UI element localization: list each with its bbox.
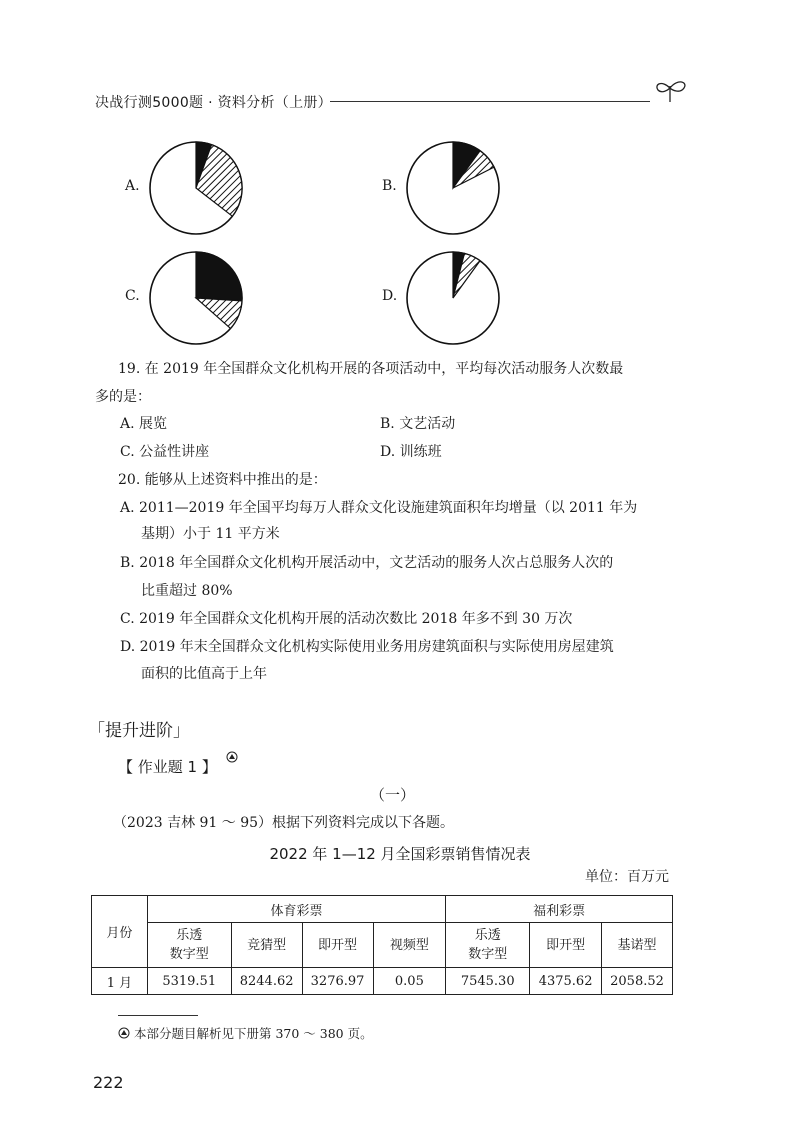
q20-option-c: C. 2019 年全国群众文化机构开展的活动次数比 2018 年多不到 30 万次 bbox=[120, 611, 573, 627]
pie-chart-d bbox=[405, 250, 501, 346]
table-title: 2022 年 1—12 月全国彩票销售情况表 bbox=[269, 845, 531, 863]
table-unit: 单位：百万元 bbox=[585, 869, 669, 885]
option-label-c: C. bbox=[125, 288, 140, 304]
table-row bbox=[92, 968, 673, 995]
header-rule bbox=[330, 101, 650, 102]
part-label: （一） bbox=[370, 786, 416, 804]
q19-stem-line1: 19. 在 2019 年全国群众文化机构开展的各项活动中，平均每次活动服务人次数最 bbox=[118, 361, 624, 377]
q19-option-a: A. 展览 bbox=[120, 416, 168, 432]
table-cell: 5319.51 bbox=[147, 968, 231, 995]
q20-option-d-line1: D. 2019 年末全国群众文化机构实际使用业务用房建筑面积与实际使用房屋建筑 bbox=[120, 639, 614, 655]
subheader: 即开型 bbox=[530, 923, 602, 968]
table-cell: 1 月 bbox=[92, 968, 148, 995]
table-cell: 0.05 bbox=[373, 968, 446, 995]
section-intro: （2023 吉林 91 ～ 95）根据下列资料完成以下各题。 bbox=[113, 815, 455, 831]
subheader: 乐透 数字型 bbox=[446, 923, 530, 968]
q19-option-c: C. 公益性讲座 bbox=[120, 444, 210, 460]
table-cell: 8244.62 bbox=[231, 968, 302, 995]
subheader: 乐透 数字型 bbox=[147, 923, 231, 968]
table-cell: 3276.97 bbox=[302, 968, 373, 995]
table-cell: 7545.30 bbox=[446, 968, 530, 995]
q19-option-b: B. 文艺活动 bbox=[380, 416, 456, 432]
pie-chart-c bbox=[148, 250, 244, 346]
table-cell: 4375.62 bbox=[530, 968, 602, 995]
header-group-welfare: 福利彩票 bbox=[446, 896, 673, 923]
q20-option-b-line1: B. 2018 年全国群众文化机构开展活动中，文艺活动的服务人次占总服务人次的 bbox=[120, 555, 614, 571]
q19-option-d: D. 训练班 bbox=[380, 444, 442, 460]
q20-option-a-line1: A. 2011—2019 年全国平均每万人群众文化设施建筑面积年均增量（以 2011 年为 bbox=[120, 500, 638, 516]
pie-chart-a bbox=[148, 140, 244, 236]
subheader: 基诺型 bbox=[602, 923, 673, 968]
lottery-sales-table bbox=[91, 895, 673, 995]
header-month: 月份 bbox=[92, 896, 148, 968]
footnote-text: 本部分题目解析见下册第 370 ～ 380 页。 bbox=[133, 1026, 373, 1041]
option-label-a: A. bbox=[125, 178, 140, 194]
footnote-marker-icon bbox=[118, 1027, 130, 1039]
option-label-b: B. bbox=[382, 178, 397, 194]
pie-chart-b bbox=[405, 140, 501, 236]
page-number: 222 bbox=[93, 1073, 124, 1092]
footnote-rule bbox=[118, 1015, 198, 1016]
q20-option-a-line2: 基期）小于 11 平方米 bbox=[141, 526, 280, 542]
homework-title: 【 作业题 1 】 bbox=[118, 758, 217, 776]
sprout-icon bbox=[650, 76, 690, 104]
q19-stem-line2: 多的是： bbox=[95, 389, 151, 405]
option-label-d: D. bbox=[382, 288, 398, 304]
subheader: 即开型 bbox=[302, 923, 373, 968]
subheader: 视频型 bbox=[373, 923, 446, 968]
footnote bbox=[118, 1024, 373, 1042]
footnote-marker-icon bbox=[226, 751, 238, 763]
section-title: 「提升进阶」 bbox=[88, 721, 190, 741]
pie-slice-solid bbox=[196, 252, 242, 301]
q20-option-d-line2: 面积的比值高于上年 bbox=[141, 666, 267, 682]
subheader: 竞猜型 bbox=[231, 923, 302, 968]
running-header-title: 决战行测5000题 · 资料分析（上册） bbox=[95, 95, 332, 111]
header-group-sports: 体育彩票 bbox=[147, 896, 445, 923]
table-cell: 2058.52 bbox=[602, 968, 673, 995]
q20-stem: 20. 能够从上述资料中推出的是： bbox=[118, 472, 327, 488]
q20-option-b-line2: 比重超过 80% bbox=[141, 583, 233, 599]
